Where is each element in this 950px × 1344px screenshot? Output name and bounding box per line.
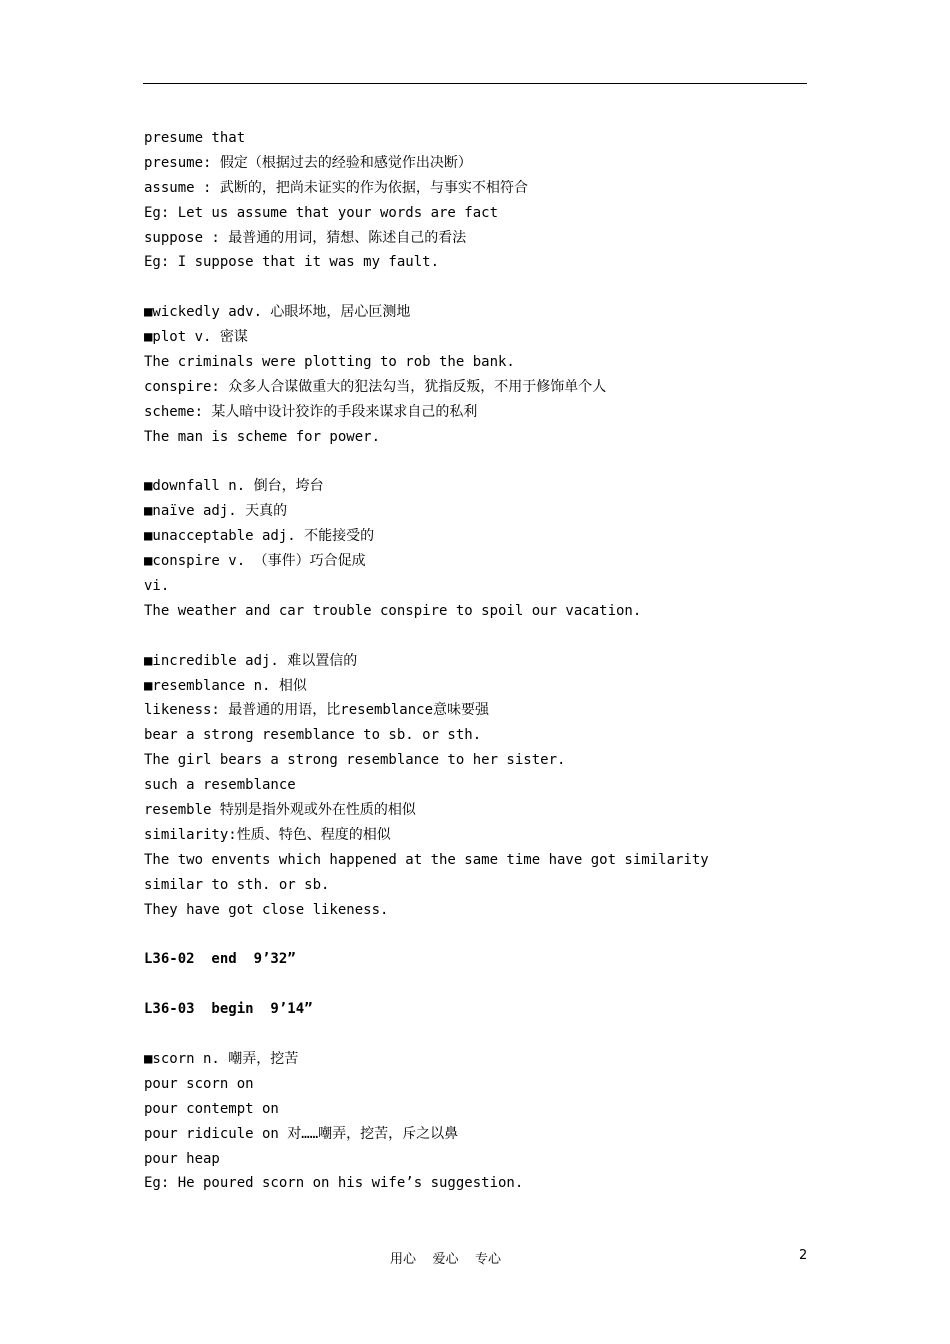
text-line: pour ridicule on 对……嘲弄，挖苦，斥之以鼻: [144, 1125, 459, 1142]
text-line: presume: 假定（根据过去的经验和感觉作出决断）: [144, 154, 472, 171]
text-line: They have got close likeness.: [144, 901, 389, 918]
text-line: pour contempt on: [144, 1100, 279, 1117]
text-line: Eg: He poured scorn on his wife’s suggestion.: [144, 1175, 524, 1192]
text-line: presume that: [144, 130, 246, 146]
text-line: ■downfall n. 倒台，垮台: [144, 478, 324, 495]
text-line: The weather and car trouble conspire to spoil our vacation.: [144, 602, 642, 619]
text-line: vi.: [144, 578, 170, 595]
text-line: The man is scheme for power.: [144, 428, 381, 445]
text-line: resemble 特别是指外观或外在性质的相似: [144, 802, 416, 819]
header-rule: [143, 83, 807, 84]
text-line: pour scorn on: [144, 1075, 254, 1092]
text-line: ■unacceptable adj. 不能接受的: [144, 528, 375, 545]
text-line: pour heap: [144, 1150, 220, 1167]
text-line: similarity:性质、特色、程度的相似: [144, 826, 391, 843]
text-line: L36-02 end 9’32”: [144, 951, 296, 968]
text-line: ■scorn n. 嘲弄，挖苦: [144, 1050, 299, 1067]
text-line: The two envents which happened at the same time have got similarity: [144, 851, 709, 868]
text-line: conspire: 众多人合谋做重大的犯法勾当，犹指反叛，不用于修饰单个人: [144, 378, 607, 395]
text-line: Eg: Let us assume that your words are fact: [144, 204, 499, 221]
text-line: ■wickedly adv. 心眼坏地，居心叵测地: [144, 304, 411, 321]
text-line: L36-03 begin 9’14”: [144, 1001, 313, 1018]
text-line: suppose : 最普通的用词，猜想、陈述自己的看法: [144, 229, 467, 246]
footer-motto: 用心 爱心 专心: [390, 1252, 502, 1267]
text-line: ■resemblance n. 相似: [144, 677, 307, 694]
text-line: ■incredible adj. 难以置信的: [144, 652, 358, 669]
blank-line: [144, 450, 804, 475]
text-line: similar to sth. or sb.: [144, 876, 330, 893]
text-line: ■plot v. 密谋: [144, 329, 248, 346]
page-footer: [0, 1248, 950, 1268]
text-line: The criminals were plotting to rob the bank.: [144, 354, 515, 371]
text-line: The girl bears a strong resemblance to her sister.: [144, 752, 566, 769]
text-line: assume : 武断的，把尚未证实的作为依据，与事实不相符合: [144, 179, 528, 196]
blank-line: [144, 972, 804, 997]
text-line: Eg: I suppose that it was my fault.: [144, 254, 440, 271]
blank-line: [144, 275, 804, 300]
text-line: scheme: 某人暗中设计狡诈的手段来谋求自己的私利: [144, 403, 478, 420]
text-line: ■naïve adj. 天真的: [144, 503, 288, 520]
blank-line: [144, 923, 804, 948]
page-number: 2: [799, 1248, 808, 1263]
blank-line: [144, 1022, 804, 1047]
text-line: likeness: 最普通的用语，比resemblance意味要强: [144, 702, 490, 719]
blank-line: [144, 624, 804, 649]
text-line: ■conspire v. （事件）巧合促成: [144, 553, 366, 570]
text-line: bear a strong resemblance to sb. or sth.: [144, 727, 482, 744]
text-line: such a resemblance: [144, 777, 296, 794]
document-body: [144, 126, 804, 1196]
